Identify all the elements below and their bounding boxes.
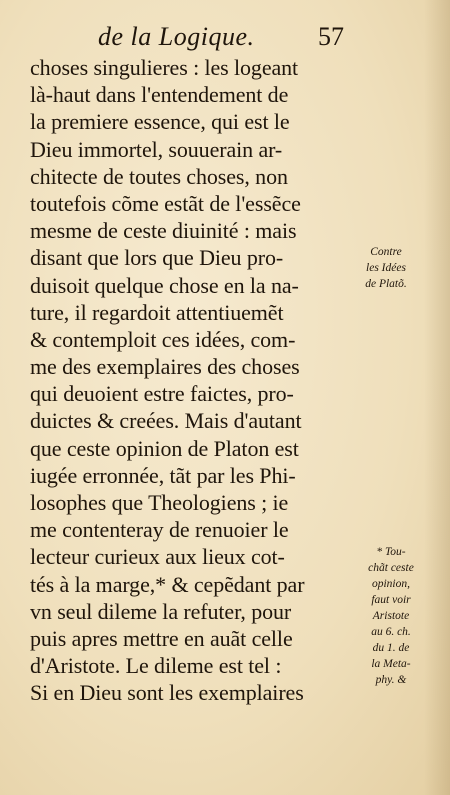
text-line: duictes & creées. Mais d'autant <box>30 408 302 434</box>
margin-note-line: Contre <box>370 246 402 258</box>
text-line: choses singulieres : les logeant <box>30 55 299 80</box>
text-line: puis apres mettre en auãt celle <box>30 625 293 651</box>
text-line: là-haut dans l'entendement de <box>30 82 289 108</box>
margin-note-line: Aristote <box>372 610 410 622</box>
text-line: Si en Dieu sont les exemplaires <box>30 680 304 706</box>
margin-note-line: du 1. de <box>372 642 410 654</box>
text-line: toutefois cõme estãt de l'essẽce <box>30 190 301 216</box>
text-line: iugée erronnée, tãt par les Phi- <box>30 462 296 488</box>
text-line: la premiere essence, qui est le <box>30 109 290 135</box>
text-line: Dieu immortel, souuerain ar- <box>30 136 283 162</box>
margin-note-line: la Meta- <box>371 658 411 670</box>
margin-note-line: au 6. ch. <box>371 626 411 638</box>
margin-note-line: faut voir <box>371 594 411 606</box>
margin-note-plato <box>350 244 422 292</box>
text-line: losophes que Theologiens ; ie <box>30 490 289 515</box>
text-line: vn seul dileme la refuter, pour <box>30 598 292 624</box>
margin-note-line: opinion, <box>371 578 410 590</box>
running-head: de la Logique. <box>98 22 255 51</box>
text-line: ture, il regardoit attentiuemẽt <box>30 299 284 325</box>
margin-note-reference <box>356 544 426 688</box>
text-line: lecteur curieux aux lieux cot- <box>30 544 285 570</box>
text-line: duisoit quelque chose en la na- <box>30 272 299 298</box>
text-line: mesme de ceste diuinité : mais <box>30 218 297 244</box>
text-line: que ceste opinion de Platon est <box>30 435 299 461</box>
body-text <box>30 54 358 707</box>
margin-note-line: les Idées <box>366 262 406 274</box>
text-line: qui deuoient estre faictes, pro- <box>30 381 294 407</box>
text-line: disant que lors que Dieu pro- <box>30 245 284 271</box>
text-line: tés à la marge,* & cepẽdant par <box>30 571 305 597</box>
text-line: & contemploit ces idées, com- <box>30 326 296 352</box>
text-line: d'Aristote. Le dileme est tel : <box>30 653 282 679</box>
text-line: chitecte de toutes choses, non <box>30 163 288 189</box>
text-line: me contenteray de renuoier le <box>30 517 289 543</box>
margin-note-line: phy. & <box>375 674 407 686</box>
margin-note-line: de Platõ. <box>365 278 407 290</box>
margin-note-line: * Tou- <box>376 546 406 558</box>
margin-note-line: chãt ceste <box>368 562 414 574</box>
page-number: 57 <box>318 22 344 51</box>
text-line: me des exemplaires des choses <box>30 354 300 380</box>
